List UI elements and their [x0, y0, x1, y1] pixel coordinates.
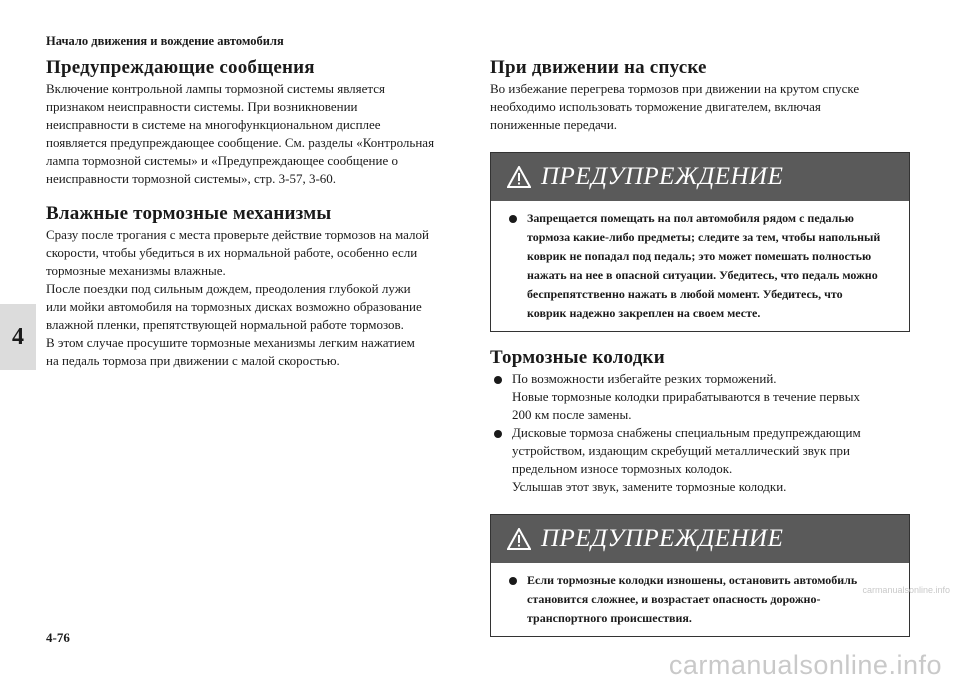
right-column — [490, 56, 910, 637]
bullet-dot-icon — [509, 577, 517, 585]
warning-item — [509, 209, 897, 323]
section-title-wet-brakes: Влажные тормозные механизмы — [46, 203, 332, 224]
section-body-warning-messages: Включение контрольной лампы тормозной системы является признаком неисправности системы. При возникновении неисправности в системе на многофункциональном дисплее появляется предупреждающее сообщение. См. разделы «Контрольная лампа тормозной системы» и «Предупреждающее сообщение о неисправности тормозной системы», стр. 3-57, 3-60. — [46, 81, 435, 186]
warning-body — [491, 563, 909, 636]
bullet-dot-icon — [509, 215, 517, 223]
running-header: Начало движения и вождение автомобиля — [46, 34, 284, 48]
section-title-warning-messages: Предупреждающие сообщения — [46, 57, 315, 78]
warning-item-text: Если тормозные колодки изношены, остановить автомобиль становится сложнее, и возрастает опасность дорожно- транспортного происшествия. — [527, 573, 858, 625]
bullet-dot-icon — [494, 376, 502, 384]
section-body-downhill: Во избежание перегрева тормозов при движении на крутом спуске необходимо использовать торможение двигателем, включая пониженные передачи. — [490, 81, 860, 132]
warning-triangle-icon — [507, 166, 531, 188]
watermark-small: carmanualsonline.info — [862, 585, 950, 595]
warning-item-text: Запрещается помещать на пол автомобиля рядом с педалью тормоза какие-либо предметы; следите за тем, чтобы напольный коврик не попадал под педаль; это может помешать полностью нажать на нее в опасной ситуации. Убедитесь, что педаль можно беспрепятственно нажать в любой момент. Убедитесь, что коврик надежно закреплен на своем месте. — [527, 211, 881, 320]
warning-item — [509, 571, 897, 628]
section-title-brake-pads: Тормозные колодки — [490, 347, 665, 368]
list-item — [494, 370, 910, 424]
list-item-text: По возможности избегайте резких торможений. Новые тормозные колодки прирабатываются в течение первых 200 км после замены. — [512, 371, 861, 422]
warning-box-floor-mat — [490, 152, 910, 332]
list-item-text: Дисковые тормоза снабжены специальным предупреждающим устройством, издающим скребущий металлический звук при предельном износе тормозных колодок. Услышав этот звук, замените тормозные колодки. — [512, 425, 861, 494]
section-title-downhill: При движении на спуске — [490, 57, 707, 78]
warning-title: ПРЕДУПРЕЖДЕНИЕ — [541, 163, 784, 190]
bullet-dot-icon — [494, 430, 502, 438]
warning-header — [491, 515, 909, 563]
brake-pads-list — [490, 370, 910, 496]
warning-triangle-icon — [507, 528, 531, 550]
warning-header — [491, 153, 909, 201]
page-number: 4-76 — [46, 630, 70, 645]
list-item — [494, 424, 910, 496]
warning-title: ПРЕДУПРЕЖДЕНИЕ — [541, 525, 784, 552]
warning-body — [491, 201, 909, 331]
watermark: carmanualsonline.info — [668, 650, 942, 680]
chapter-tab — [0, 304, 36, 370]
warning-box-worn-pads — [490, 514, 910, 637]
left-column — [46, 56, 466, 370]
chapter-number: 4 — [12, 323, 24, 350]
section-body-wet-brakes: Сразу после трогания с места проверьте действие тормозов на малой скорости, чтобы убедиться в их нормальной работе, особенно если тормозные механизмы влажные. После поездки под сильным дождем, преодоления глубокой лужи или мойки автомобиля на тормозных дисках возможно образование влажной пленки, препятствующей нормальной работе тормозов. В этом случае просушите тормозные механизмы легким нажатием на педаль тормоза при движении с малой скоростью. — [46, 227, 429, 368]
